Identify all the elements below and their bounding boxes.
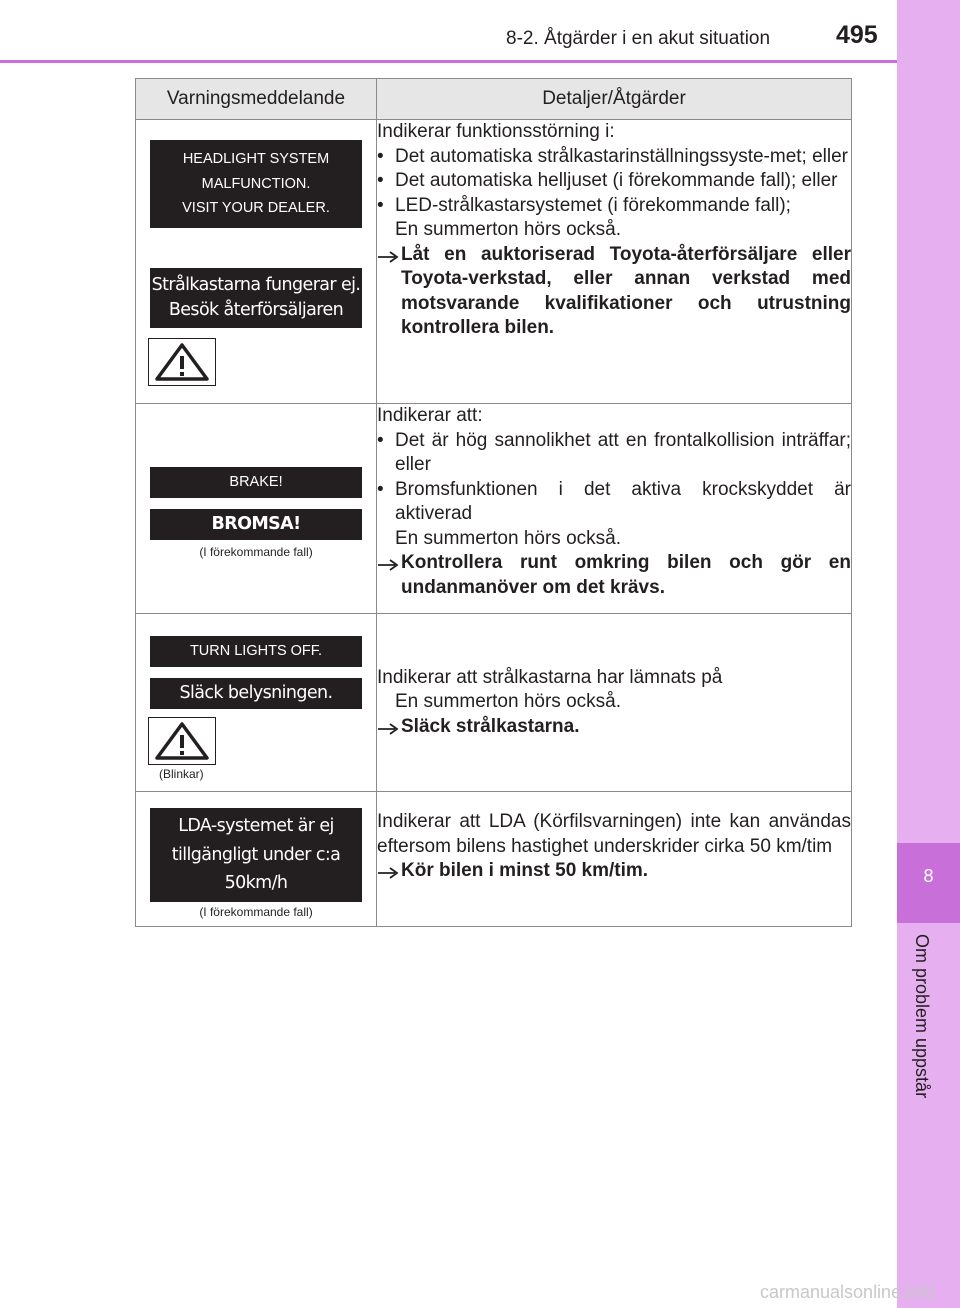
list-item: • Det automatiska helljuset (i förekommande fall); eller bbox=[377, 170, 838, 191]
table-header-row bbox=[136, 79, 852, 120]
chapter-label: Om problem uppstår bbox=[912, 934, 932, 1099]
action-instruction: Kör bilen i minst 50 km/tim. bbox=[377, 859, 851, 884]
indication-text: Indikerar att: bbox=[377, 405, 483, 426]
indication-text: Indikerar att LDA (Körfilsvarningen) inte kan användas eftersom bilens hastighet underskrider cirka 50 km/tim bbox=[377, 811, 851, 857]
indication-text: Indikerar att strålkastarna har lämnats på bbox=[377, 666, 723, 688]
table-row bbox=[136, 614, 852, 792]
section-title: 8-2. Åtgärder i en akut situation bbox=[506, 28, 771, 49]
warning-triangle-icon bbox=[148, 717, 216, 765]
arrow-right-icon bbox=[377, 715, 401, 739]
swedish-warning-display: Släck belysningen. bbox=[150, 678, 362, 709]
details-cell bbox=[377, 120, 852, 404]
swedish-warning-display: Strålkastarna fungerar ej. Besök återförsäljaren bbox=[150, 268, 362, 328]
details-cell bbox=[377, 614, 852, 792]
availability-caption: (I förekommande fall) bbox=[199, 904, 313, 919]
message-cell bbox=[136, 614, 377, 792]
column-header-message: Varningsmeddelande bbox=[136, 79, 377, 120]
list-item: • Bromsfunktionen i det aktiva krockskyddet är aktiverad bbox=[377, 478, 851, 524]
buzzer-note: En summerton hörs också. bbox=[395, 527, 621, 549]
swedish-warning-display: LDA-systemet är ej tillgängligt under c:a 50km/h bbox=[150, 808, 362, 902]
details-cell bbox=[377, 792, 852, 927]
action-instruction: Låt en auktoriserad Toyota-återförsäljare eller Toyota-verkstad, eller annan verkstad med motsvarande kvalifikationer och utrustning kontrollera bilen. bbox=[377, 243, 851, 341]
message-cell bbox=[136, 404, 377, 614]
warning-messages-table bbox=[135, 78, 852, 927]
english-warning-display: TURN LIGHTS OFF. bbox=[150, 636, 362, 667]
arrow-right-icon bbox=[377, 551, 401, 575]
watermark: carmanualsonline.info bbox=[760, 1282, 936, 1302]
column-header-details: Detaljer/Åtgärder bbox=[377, 79, 852, 120]
buzzer-note: En summerton hörs också. bbox=[395, 691, 621, 713]
details-cell bbox=[377, 404, 852, 614]
action-instruction: Släck strålkastarna. bbox=[377, 715, 851, 740]
buzzer-note: En summerton hörs också. bbox=[395, 219, 621, 240]
swedish-warning-display: BROMSA! bbox=[150, 509, 362, 540]
message-cell bbox=[136, 120, 377, 404]
english-warning-display: BRAKE! bbox=[150, 467, 362, 498]
table-row bbox=[136, 120, 852, 404]
blinking-caption: (Blinkar) bbox=[159, 766, 204, 781]
warning-triangle-icon bbox=[148, 338, 216, 386]
chapter-number: 8 bbox=[923, 866, 934, 886]
message-cell bbox=[136, 792, 377, 927]
page-number: 495 bbox=[836, 21, 878, 49]
table-row bbox=[136, 792, 852, 927]
availability-caption: (I förekommande fall) bbox=[199, 544, 313, 559]
list-item: • Det är hög sannolikhet att en frontalkollision inträffar; eller bbox=[377, 429, 851, 475]
list-item: • LED-strålkastarsystemet (i förekommande fall); bbox=[377, 194, 791, 216]
action-instruction: Kontrollera runt omkring bilen och gör en undanmanöver om det krävs. bbox=[377, 551, 851, 600]
header-rule bbox=[0, 60, 897, 63]
chapter-side-tab bbox=[897, 0, 960, 1308]
arrow-right-icon bbox=[377, 859, 401, 883]
arrow-right-icon bbox=[377, 243, 401, 267]
list-item: • Det automatiska strålkastarinställningssyste-met; eller bbox=[377, 145, 849, 167]
english-warning-display: HEADLIGHT SYSTEM MALFUNCTION. VISIT YOUR DEALER. bbox=[150, 140, 362, 228]
indication-text: Indikerar funktionsstörning i: bbox=[377, 121, 615, 142]
table-row bbox=[136, 404, 852, 614]
